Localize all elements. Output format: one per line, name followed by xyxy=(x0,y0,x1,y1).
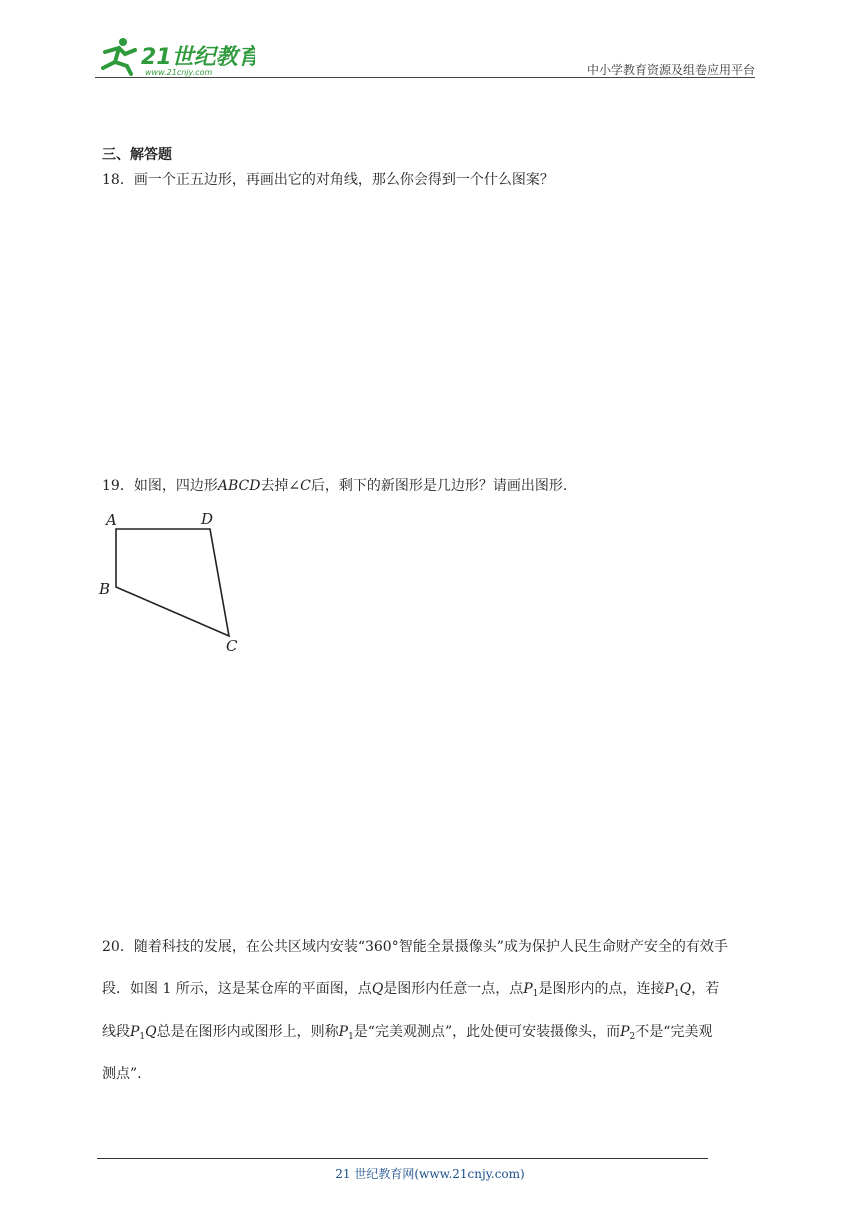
footer-link[interactable]: 21 世纪教育网(www.21cnjy.com) xyxy=(335,1167,525,1181)
question-20-line-4: 测点”. xyxy=(102,1066,142,1082)
label-b: B xyxy=(99,580,111,598)
quadrilateral-abcd xyxy=(116,529,229,636)
question-19: 19．如图，四边形ABCD去掉∠C后，剩下的新图形是几边形？请画出图形. xyxy=(102,478,568,494)
footer-divider xyxy=(97,1158,708,1159)
runner-icon xyxy=(103,38,135,74)
quadrilateral-figure xyxy=(96,505,256,660)
logo-url: www.21cnjy.com xyxy=(145,68,213,77)
label-c: C xyxy=(226,637,238,655)
question-20-line-3: 线段$P_1Q$总是在图形内或图形上，则称$P_1$是“完美观测点”，此处便可安装摄像头，而$P_2$不是“完美观 xyxy=(102,1024,713,1042)
label-d: D xyxy=(201,510,214,528)
section-title: 三、解答题 xyxy=(102,147,172,163)
header-divider xyxy=(95,77,755,78)
question-18: 18．画一个正五边形，再画出它的对角线，那么你会得到一个什么图案？ xyxy=(102,172,554,188)
label-a: A xyxy=(106,511,117,529)
question-20-line-1: 20．随着科技的发展，在公共区域内安装“360°智能全景摄像头”成为保护人民生命财产安全的有效手 xyxy=(102,939,728,955)
header-platform-text: 中小学教育资源及组卷应用平台 xyxy=(586,63,755,77)
logo-text: 21世纪教育 xyxy=(141,45,255,70)
question-20-line-2: 段．如图 1 所示，这是某仓库的平面图，点Q是图形内任意一点，点$P_1$是图形内的点，连接$P_1Q$，若 xyxy=(102,981,720,999)
site-logo xyxy=(95,36,255,78)
